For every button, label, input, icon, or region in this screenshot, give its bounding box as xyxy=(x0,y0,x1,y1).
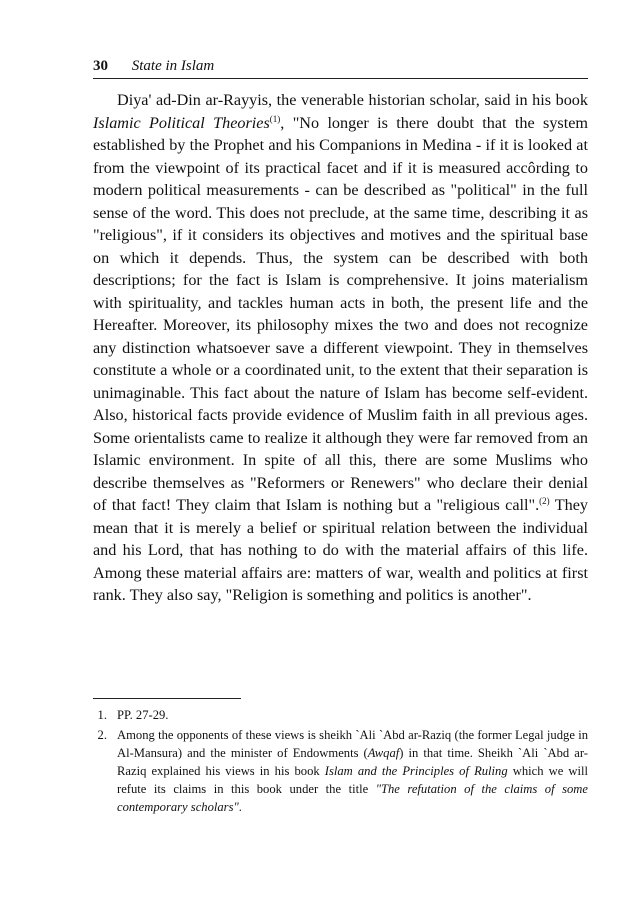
refutation-title: "The refutation of the claims of some contemporary scholars" xyxy=(117,782,588,814)
footnote-text: . xyxy=(238,800,242,814)
footnote-book-title: Islam and the Principles of Ruling xyxy=(324,764,508,778)
paragraph-text-middle: , "No longer is there doubt that the system established by the Prophet and his Companions in Medina - if it is looked at from the viewpoint of its practical facet and if it is measured accôrding to modern political measurements - can be described as "political" in the full sense of the word. This does not preclude, at the same time, describing it as "religious", if it considers its objectives and motives and the spiritual base on which it depends. Thus, the system can be described with both descriptions; for the fact is Islam is comprehensive. It joins materialism with spirituality, and tackles human acts in both, the present life and the Hereafter. Moreover, its philosophy mixes the two and does not recognize any distinction whatsoever save a different viewpoint. They in themselves constitute a whole or a coordinated unit, to the extent that their separation is unimaginable. This fact about the nature of Islam has become self-evident. Also, historical facts provide evidence of Muslim faith in all previous ages. Some orientalists came to realize it although they were far removed from an Islamic environment. In spite of all this, there are some Muslims who describe themselves as "Reformers or Renewers" who declare their denial of that fact! They claim that Islam is nothing but a "religious call". xyxy=(93,113,588,514)
footnote-text: Among the opponents of these views is sheikh `Ali `Abd ar-Raziq (the former Legal judge in Al-Mansura) and the minister of Endowments ( xyxy=(117,728,588,760)
running-title: State in Islam xyxy=(131,58,215,74)
main-text xyxy=(93,89,588,607)
footnote-text: which we will refute its claims in this book under the title xyxy=(117,764,588,796)
footnote-ref-2[interactable]: (2) xyxy=(539,496,550,506)
footnotes xyxy=(93,706,588,818)
footnote-text: PP. 27-29. xyxy=(117,708,169,722)
footnote-number: 2. xyxy=(97,728,107,742)
body-paragraph xyxy=(93,89,588,607)
running-header xyxy=(93,56,214,76)
footnote-2 xyxy=(93,726,588,816)
awqaf-term: Awqaf xyxy=(367,746,400,760)
paragraph-text-start: Diya' ad-Din ar-Rayyis, the venerable historian scholar, said in his book xyxy=(117,91,588,109)
footnote-text: ) in that time. Sheikh `Ali `Abd ar-Raziq explained his views in his book xyxy=(117,746,589,778)
page-number: 30 xyxy=(93,58,108,74)
footnote-number: 1. xyxy=(97,708,107,722)
paragraph-text-end: They mean that it is merely a belief or spiritual relation between the individual and his Lord, that has nothing to do with the material affairs of this life. Among these material affairs are: matters of war, wealth and politics at first rank. They also say, "Religion is something and politics is another". xyxy=(93,496,588,604)
header-rule xyxy=(93,78,588,79)
footnote-ref-1[interactable]: (1) xyxy=(269,113,281,124)
footnote-1 xyxy=(93,706,588,724)
book-title: Islamic Political Theories xyxy=(93,113,270,132)
footnote-rule xyxy=(93,698,241,699)
